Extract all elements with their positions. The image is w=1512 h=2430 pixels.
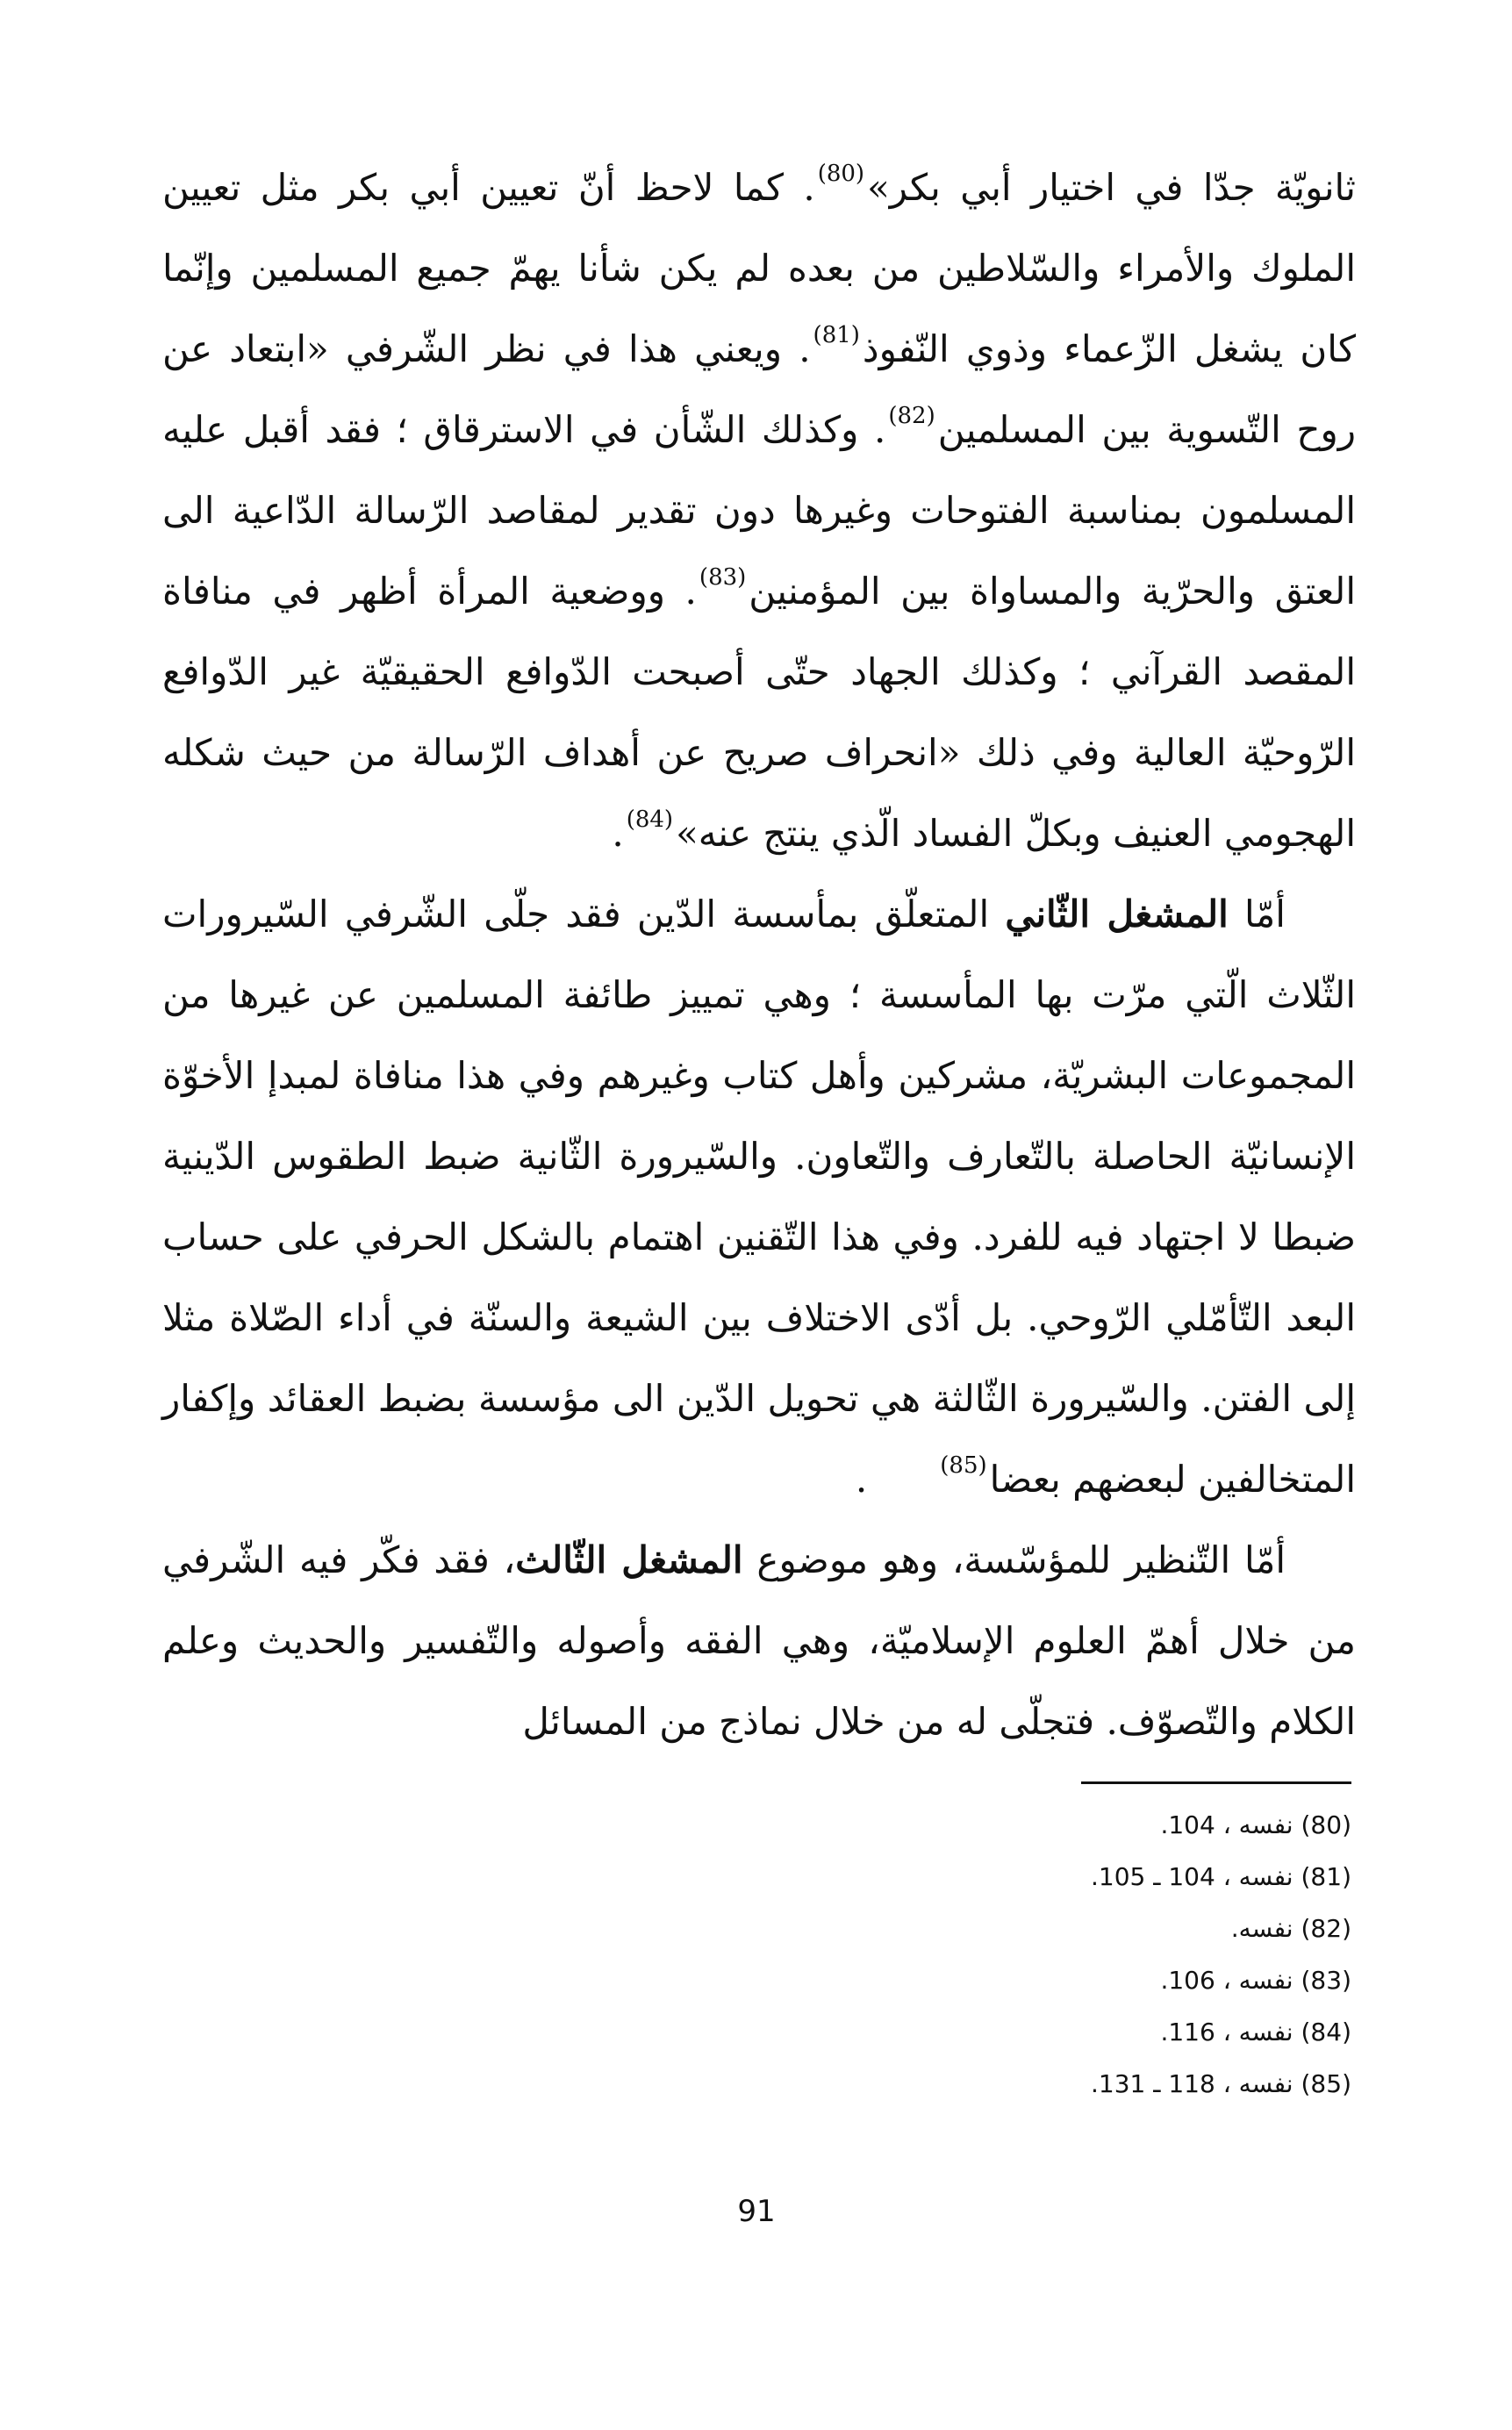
footnote-reference: (84) (626, 806, 674, 833)
footnote-item: (84) نفسه ، 116. (1160, 2018, 1351, 2047)
text-run: . ويعني هذا في نظر الشّرفي «ابتعاد عن روح التّسوية بين المسلمين (162, 327, 1357, 451)
footnote-item: (80) نفسه ، 104. (1160, 1810, 1351, 1839)
paragraph (162, 1520, 1356, 1762)
footnote-item: (82) نفسه. (1230, 1914, 1351, 1943)
footnote-reference: (85) (940, 1452, 987, 1479)
text-run: المتعلّق بمأسسة الدّين فقد جلّى الشّرفي السّيرورات الثّلاث الّتي مرّت بها المأسسة ؛ وهي تمييز طائفة المسلمين عن غيرها من المجموعات البشريّة، مشركين وأهل كتاب وغيرهم وفي هذا منافاة لمبدإ الأخوّة الإنسانيّة الحاصلة بالتّعارف والتّعاون. والسّيرورة الثّانية ضبط الطقوس الدّينية ضبطا لا اجتهاد فيه للفرد. وفي هذا التّقنين اهتمام بالشكل الحرفي على حساب البعد التّأمّلي الرّوحي. بل أدّى الاختلاف بين الشيعة والسنّة في أداء الصّلاة مثلا إلى الفتن. والسّيرورة الثّالثة هي تحويل الدّين الى مؤسسة بضبط العقائد وإكفار المتخالفين لبعضهم بعضا (162, 892, 1356, 1501)
footnote-separator (1081, 1781, 1351, 1784)
footnote-item: (83) نفسه ، 106. (1160, 1966, 1351, 1995)
footnotes-list (965, 1799, 1351, 2110)
text-run: . (855, 1458, 868, 1501)
footnote-item: (81) نفسه ، 104 ـ 105. (1090, 1862, 1351, 1891)
text-run: . كما لاحظ أنّ تعيين أبي بكر مثل تعيين الملوك والأمراء والسّلاطين من بعده لم يكن شأنا يهمّ جميع المسلمين وإنّما كان يشغل الزّعماء وذوي النّفوذ (162, 166, 1356, 370)
text-run: أمّا (1228, 892, 1286, 935)
text-run: . وكذلك الشّأن في الاسترقاق ؛ فقد أقبل عليه المسلمون بمناسبة الفتوحات وغيرها دون تقدير لمقاصد الرّسالة الدّاعية الى العتق والحرّية والمساواة بين المؤمنين (162, 408, 1356, 613)
text-run: ، فقد فكّر فيه الشّرفي من خلال أهمّ العلوم الإسلاميّة، وهي الفقه وأصوله والتّفسير والحديث وعلم الكلام والتّصوّف. فتجلّى له من خلال نماذج من المسائل (162, 1538, 1356, 1743)
text-run: . (612, 812, 624, 855)
footnote-reference: (80) (817, 161, 865, 187)
emphasized-term: المشغل الثّالث (515, 1538, 743, 1581)
footnote-reference: (82) (888, 403, 935, 429)
main-text (162, 147, 1356, 1762)
footnote-item: (85) نفسه ، 118 ـ 131. (1090, 2069, 1351, 2098)
paragraph (162, 874, 1356, 1520)
text-run: ثانويّة جدّا في اختيار أبي بكر» (867, 166, 1356, 209)
text-run: . ووضعية المرأة أظهر في منافاة المقصد القرآني ؛ وكذلك الجهاد حتّى أصبحت الدّوافع الحقيقيّة غير الدّوافع الرّوحيّة العالية وفي ذلك «انحراف صريح عن أهداف الرّسالة من حيث شكله الهجومي العنيف وبكلّ الفساد الّذي ينتج عنه» (162, 570, 1356, 855)
text-run: أمّا التّنظير للمؤسّسة، وهو موضوع (742, 1538, 1286, 1581)
emphasized-term: المشغل الثّاني (1005, 892, 1229, 935)
paragraph (162, 147, 1356, 874)
page-number: 91 (737, 2194, 776, 2229)
footnote-reference: (83) (699, 564, 747, 591)
footnote-reference: (81) (813, 322, 860, 348)
